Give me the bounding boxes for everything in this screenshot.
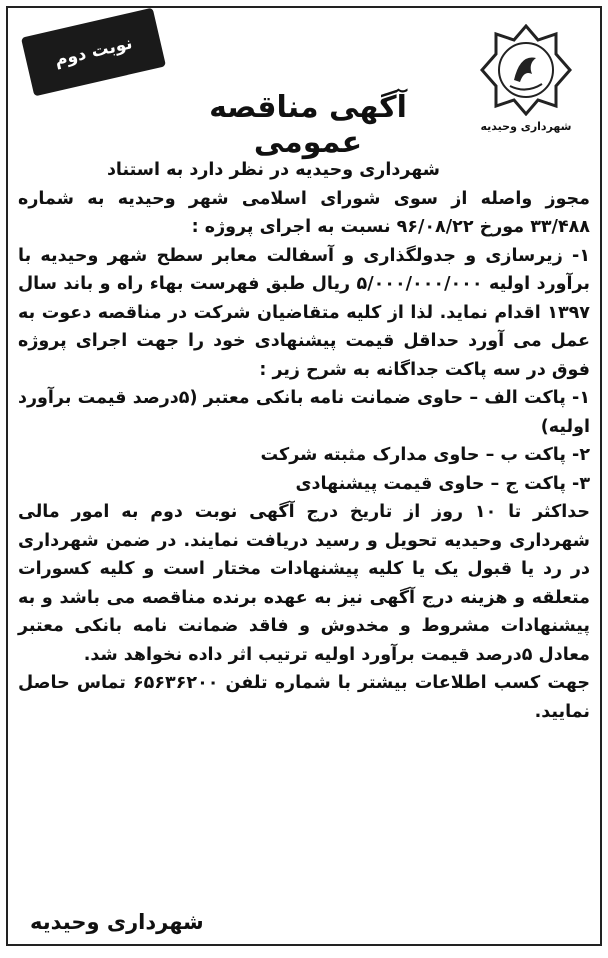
envelope-b: ۲- پاکت ب – حاوی مدارک مثبته شرکت: [260, 445, 590, 465]
municipality-logo: [470, 24, 582, 152]
envelope-a: ۱- پاکت الف – حاوی ضمانت نامه بانکی معتبر (۵درصد قیمت برآورد اولیه): [18, 388, 590, 437]
edition-badge: نوبت دوم: [21, 8, 166, 97]
notice-page: [6, 6, 602, 946]
notice-body: [18, 156, 590, 726]
signature: شهرداری وحیدیه: [30, 910, 204, 934]
paragraph-contact: جهت کسب اطلاعات بیشتر با شماره تلفن ۶۵۶۳۶۲۰۰ تماس حاصل نمایید.: [18, 673, 591, 722]
paragraph-conditions: حداکثر تا ۱۰ روز از تاریخ درج آگهی نوبت دوم به امور مالی شهرداری وحیدیه تحویل و رسید دریافت نمایند. در ضمن شهرداری در رد یا قبول یک یا کلیه پیشنهادات مختار است و کلیه کسورات متعلقه و هزینه درج آگهی نیز به عهده برنده مناقصه می باشد و به پیشنهادات مشروط و مخدوش و فاقد ضمانت نامه بانکی معتبر معادل ۵درصد قیمت برآورد اولیه ترتیب اثر داده نخواهد شد.: [18, 502, 590, 665]
paragraph-project: ۱- زیرسازی و جدولگذاری و آسفالت معابر سطح شهر وحیدیه با برآورد اولیه ۵/۰۰۰/۰۰۰/۰۰۰ ریال طبق فهرست بهاء راه و باند سال ۱۳۹۷ اقدام نماید. لذا از کلیه متقاضیان شرکت در مناقصه دعوت به عمل می آورد حداقل قیمت پیشنهادی خود را جهت اجرای پروژه فوق در سه پاکت جداگانه به شرح زیر :: [18, 245, 590, 380]
envelope-c: ۳- پاکت ج – حاوی قیمت پیشنهادی: [295, 473, 590, 494]
municipality-emblem-icon: [480, 24, 572, 116]
paragraph-permit: مجوز واصله از سوی شورای اسلامی شهر وحیدیه به شماره ۳۳/۴۸۸ مورخ ۹۶/۰۸/۲۲ نسبت به اجرای پروژه :: [18, 188, 590, 237]
paragraph-intro: شهرداری وحیدیه در نظر دارد به استناد: [106, 160, 440, 180]
logo-caption: شهرداری وحیدیه: [480, 120, 572, 133]
notice-title: آگهی مناقصه عمومی: [209, 90, 407, 160]
